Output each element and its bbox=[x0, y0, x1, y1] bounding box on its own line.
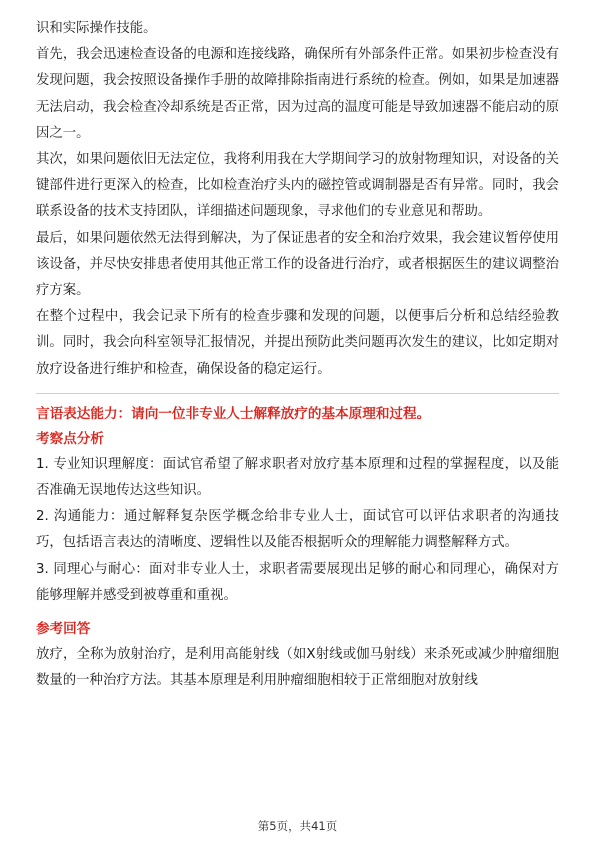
body-paragraph: 最后，如果问题依然无法得到解决，为了保证患者的安全和治疗效果，我会建议暂停使用该设备，并尽快安排患者使用其他正常工作的设备进行治疗，或者根据医生的建议调整治疗方案。 bbox=[36, 230, 559, 299]
analysis-point: 1. 专业知识理解度：面试官希望了解求职者对放疗基本原理和过程的掌握程度，以及能否准确无误地传达这些知识。 bbox=[36, 456, 559, 499]
question-heading: 言语表达能力：请向一位非专业人士解释放疗的基本原理和过程。 bbox=[36, 405, 431, 422]
analysis-point: 3. 同理心与耐心：面对非专业人士，求职者需要展现出足够的耐心和同理心，确保对方能够理解并感受到被尊重和重视。 bbox=[36, 561, 559, 603]
document-page bbox=[36, 16, 559, 694]
analysis-heading: 考察点分析 bbox=[36, 430, 104, 447]
body-paragraph: 识和实际操作技能。 bbox=[36, 21, 157, 36]
body-paragraph: 首先，我会迅速检查设备的电源和连接线路，确保所有外部条件正常。如果初步检查没有发现问题，我会按照设备操作手册的故障排除指南进行系统的检查。例如，如果是加速器无法启动，我会检查冷却系统是否正常，因为过高的温度可能是导致加速器不能启动的原因之一。 bbox=[36, 47, 559, 141]
page-number: 第5页，共41页 bbox=[257, 819, 338, 833]
answer-heading: 参考回答 bbox=[36, 621, 91, 638]
body-paragraph: 其次，如果问题依旧无法定位，我将利用我在大学期间学习的放射物理知识，对设备的关键部件进行更深入的检查，比如检查治疗头内的磁控管或调制器是否有异常。同时，我会联系设备的技术支持团队，详细描述问题现象，寻求他们的专业意见和帮助。 bbox=[36, 152, 559, 220]
analysis-point: 2. 沟通能力：通过解释复杂医学概念给非专业人士，面试官可以评估求职者的沟通技巧，包括语言表达的清晰度、逻辑性以及能否根据听众的理解能力调整解释方式。 bbox=[36, 509, 559, 551]
body-paragraph: 在整个过程中，我会记录下所有的检查步骤和发现的问题，以便事后分析和总结经验教训。同时，我会向科室领导汇报情况，并提出预防此类问题再次发生的建议，比如定期对放疗设备进行维护和检查，确保设备的稳定运行。 bbox=[36, 309, 559, 377]
section-divider bbox=[36, 393, 559, 394]
answer-paragraph: 放疗，全称为放射治疗，是利用高能射线（如X射线或伽马射线）来杀死或减少肿瘤细胞数量的一种治疗方法。其基本原理是利用肿瘤细胞相较于正常细胞对放射线 bbox=[36, 647, 559, 689]
